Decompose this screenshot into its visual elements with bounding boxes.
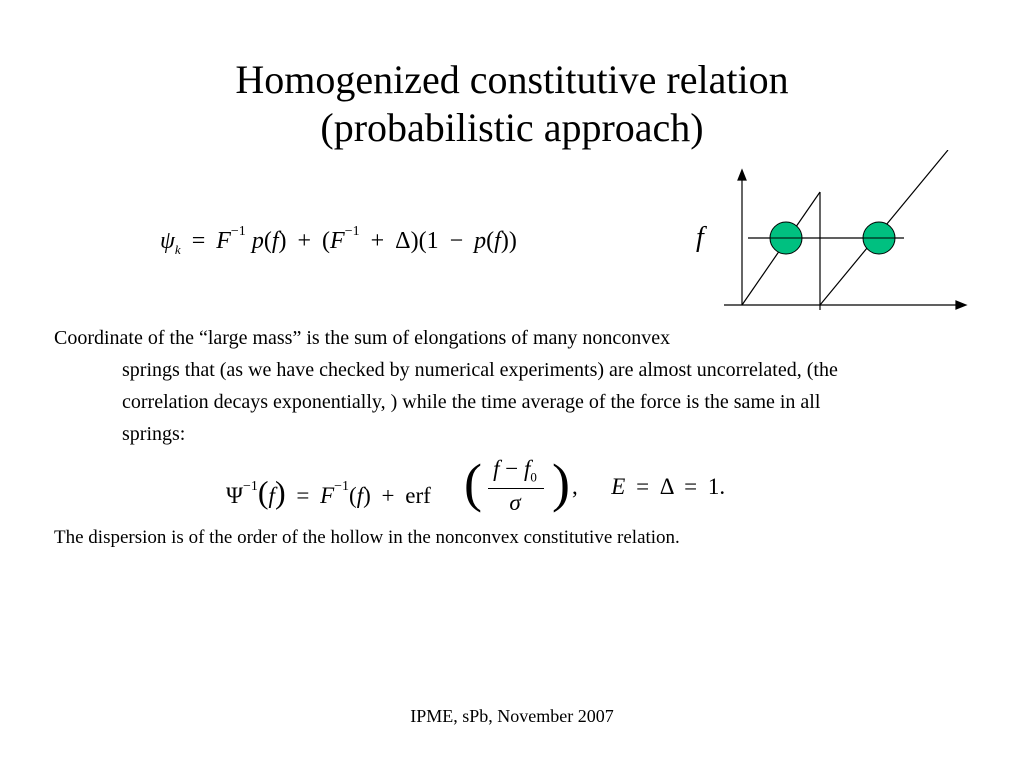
f-symbol: f	[493, 456, 500, 481]
fraction-bar	[488, 488, 544, 489]
paragraph-dispersion: The dispersion is of the order of the hollow in the nonconvex constitutive relation.	[54, 527, 680, 548]
comma: ,	[572, 474, 578, 499]
vertical-axis-arrow	[738, 170, 746, 180]
E-symbol: E	[611, 474, 626, 499]
fraction-numerator	[480, 456, 550, 486]
f-symbol: f	[268, 483, 275, 508]
F-symbol: F	[216, 228, 231, 254]
equals-sign: =	[684, 474, 698, 499]
title-line-2: (probabilistic approach)	[320, 105, 704, 150]
paragraph-coordinate	[54, 322, 884, 450]
inverse-exponent: −1	[344, 224, 360, 239]
slide-footer: IPME, sPb, November 2007	[410, 706, 614, 726]
paren: )	[278, 228, 287, 254]
minus-sign: −	[449, 228, 464, 254]
equals-sign: =	[636, 474, 650, 499]
plus-sign: +	[297, 228, 312, 254]
F-symbol: F	[330, 228, 345, 254]
f-symbol: f	[271, 228, 279, 254]
one: 1	[426, 228, 439, 254]
erf-function: erf	[405, 483, 431, 508]
axis-label-f: f	[696, 222, 704, 253]
paren: (	[263, 228, 272, 254]
paren: )	[500, 228, 509, 254]
sigma-symbol: σ	[509, 490, 521, 515]
f-symbol: f	[494, 228, 501, 254]
inverse-exponent: −1	[230, 224, 246, 239]
slide-title	[0, 56, 1024, 152]
horizontal-axis-arrow	[956, 301, 966, 309]
zero-subscript: 0	[530, 469, 537, 485]
plus-sign: +	[381, 483, 395, 508]
equation-psi-k	[160, 224, 517, 258]
F-symbol: F	[320, 483, 335, 508]
p-symbol: p	[474, 228, 487, 254]
psi-subscript: k	[174, 241, 181, 257]
equals-sign: =	[296, 483, 310, 508]
paren: )	[410, 228, 419, 254]
inverse-exponent: −1	[242, 479, 258, 495]
one: 1.	[707, 474, 726, 499]
paren: (	[418, 228, 427, 254]
big-paren: (	[257, 474, 269, 510]
delta-symbol: Δ	[395, 228, 411, 254]
paren: (	[322, 228, 331, 254]
p-symbol: p	[251, 228, 264, 254]
big-right-paren: )	[552, 453, 570, 513]
plus-sign: +	[370, 228, 385, 254]
eq2-rhs	[572, 474, 725, 500]
sawtooth-diagram	[690, 150, 980, 320]
equals-sign: =	[191, 228, 206, 254]
big-left-paren: (	[464, 453, 482, 513]
paren: (	[486, 228, 495, 254]
f0-symbol: f	[523, 456, 531, 481]
psi-symbol: ψ	[160, 228, 175, 254]
eq2-lhs: $\Psi^{-1}(f) = F^{-1}(f)$ + erf	[226, 474, 431, 510]
paragraph-first-line: Coordinate of the “large mass” is the sum of elongations of many nonconvex	[54, 327, 671, 349]
big-paren: )	[274, 474, 286, 510]
f-symbol: f	[356, 483, 364, 508]
Psi-symbol: Ψ	[226, 483, 243, 508]
paren: )	[508, 228, 517, 254]
minus-sign: −	[505, 456, 519, 481]
title-line-1: Homogenized constitutive relation	[235, 57, 789, 102]
delta-symbol: Δ	[659, 474, 674, 499]
paragraph-continuation: springs that (as we have checked by numerical experiments) are almost uncorrelated, (the correlation decays exponentially, ) while the time average of the force is the same in all springs:	[122, 359, 838, 445]
fraction-denominator	[480, 490, 550, 516]
inverse-exponent: −1	[334, 479, 350, 495]
